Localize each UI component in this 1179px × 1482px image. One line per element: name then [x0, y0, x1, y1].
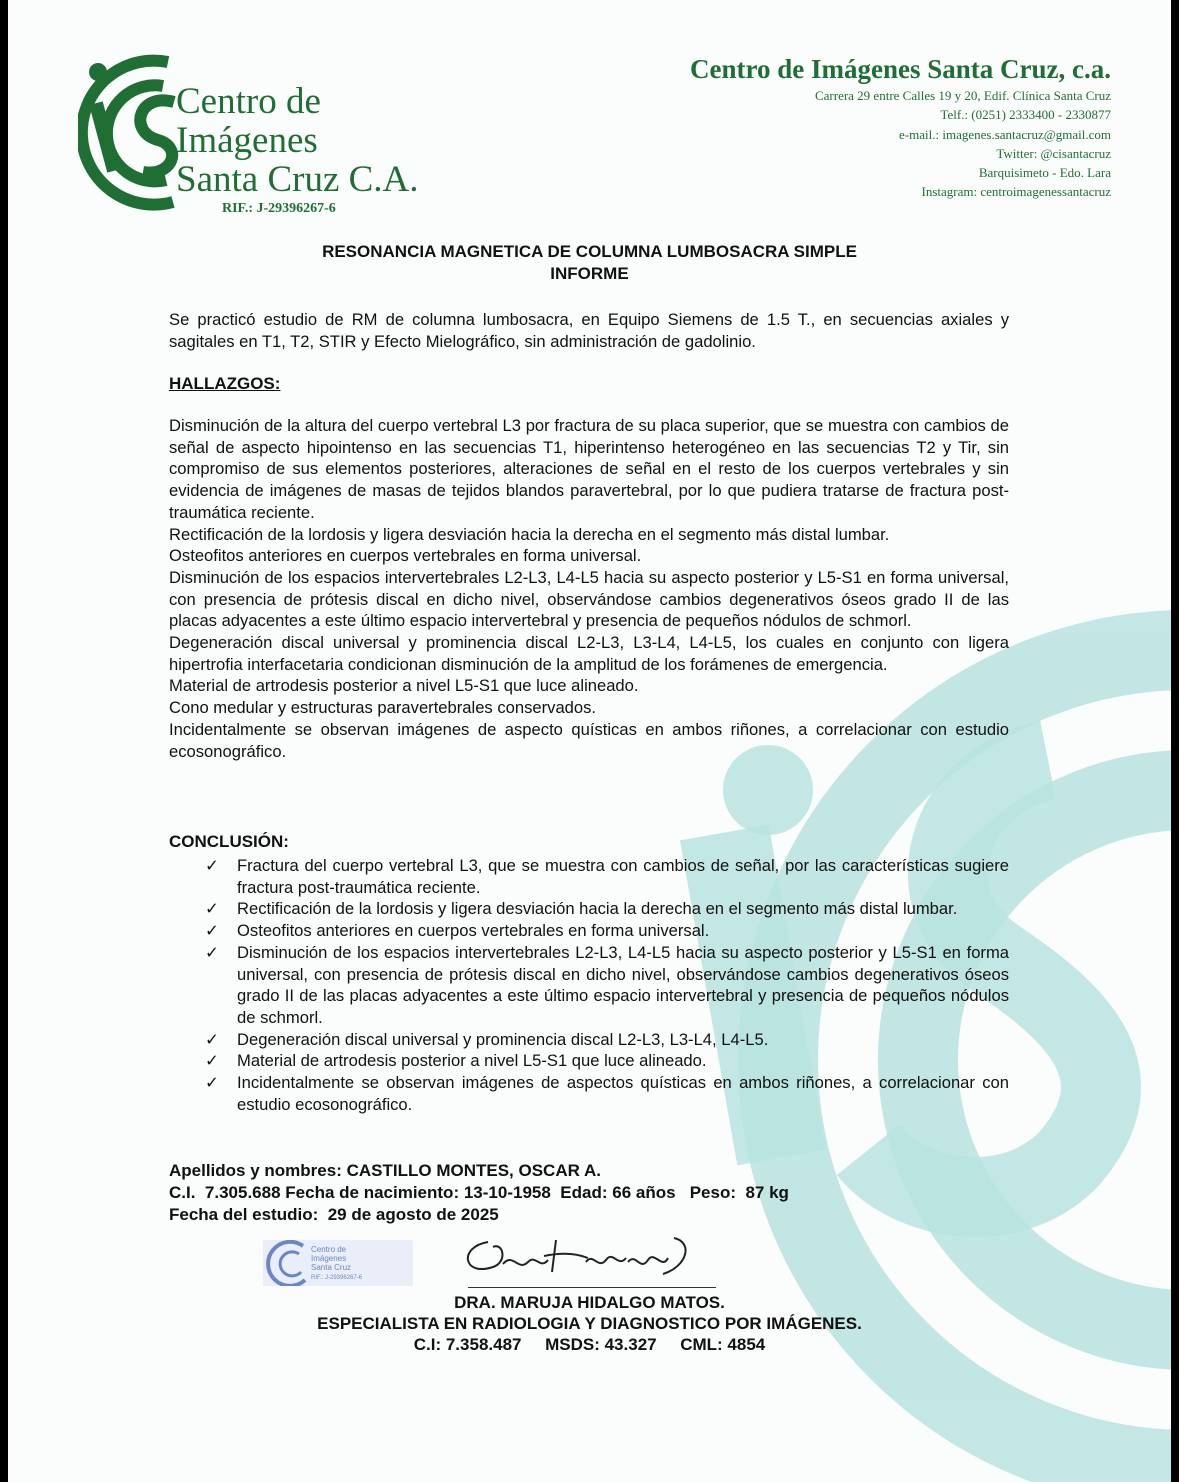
svg-text:Santa Cruz: Santa Cruz [311, 1263, 352, 1272]
finding-item: Disminución de la altura del cuerpo vertebral L3 por fractura de su placa superior, que se muestra con cambios de señal de aspecto hipointenso en las secuencias T1, hiperintenso heterogéneo en las secuencias T2 y Tir, sin compromiso de sus elementos posteriores, alteraciones de señal en el resto de los cuerpos vertebrales y sin evidencia de imágenes de masas de tejidos blandos paravertebral, por lo que pudiera tratarse de fractura post-traumática reciente. [169, 416, 1009, 522]
svg-text:RIF.: J-29396267-6: RIF.: J-29396267-6 [311, 1275, 363, 1281]
contact-block [690, 54, 1111, 202]
checkmark-icon: ✓ [205, 1073, 219, 1093]
conclusion-list [169, 855, 1009, 1115]
finding-item: Incidentalmente se observan imágenes de aspecto quísticas en ambos riñones, a correlacionar con estudio ecosonográfico. [169, 719, 1009, 761]
email-line: e-mail.: imagenes.santacruz@gmail.com [899, 126, 1111, 142]
finding-item: Degeneración discal universal y prominencia discal L2-L3, L3-L4, L4-L5, los cuales en conjunto con ligera hipertrofia interfacetaria condicionan disminución de la amplitud de los forámenes de emergencia. [169, 633, 1009, 674]
city-line: Barquisimeto - Edo. Lara [978, 165, 1111, 181]
doctor-signature [448, 1222, 708, 1292]
company-rif: RIF.: J-29396267-6 [222, 201, 336, 216]
checkmark-icon: ✓ [205, 1051, 219, 1071]
conclusion-item: ✓ Rectificación de la lordosis y ligera desviación hacia la derecha en el segmento más distal lumbar. [205, 899, 958, 919]
checkmark-icon: ✓ [205, 1029, 219, 1049]
findings-heading: HALLAZGOS: [169, 374, 281, 393]
svg-text:Imágenes: Imágenes [311, 1254, 347, 1263]
finding-item: Cono medular y estructuras paravertebrales conservados. [169, 698, 597, 718]
patient-id-line: C.I. 7.305.688 Fecha de nacimiento: 13-10-1958 Edad: 66 años Peso: 87 kg [169, 1183, 789, 1202]
conclusion-item: ✓ Incidentalmente se observan imágenes de aspectos quísticas en ambos riñones, a correlacionar con estudio ecosonográfico. [205, 1073, 1009, 1114]
finding-item: Rectificación de la lordosis y ligera desviación hacia la derecha en el segmento más distal lumbar. [169, 524, 890, 544]
logo-wordmark: Centro de Imágenes Santa Cruz C.A. [176, 81, 419, 200]
checkmark-icon: ✓ [205, 856, 219, 875]
doctor-name: DRA. MARUJA HIDALGO MATOS. [454, 1293, 725, 1312]
address-line: Carrera 29 entre Calles 19 y 20, Edif. Clínica Santa Cruz [814, 88, 1111, 103]
twitter-line: Twitter: @cisantacruz [996, 145, 1111, 161]
patient-age: 66 años [612, 1183, 676, 1202]
company-name: Centro de Imágenes Santa Cruz, c.a. [690, 54, 1111, 84]
study-date-line: Fecha del estudio: 29 de agosto de 2025 [169, 1205, 499, 1224]
doctor-credentials: C.I: 7.358.487 MSDS: 43.327 CML: 4854 [413, 1335, 766, 1354]
report-page [8, 0, 1171, 1482]
doctor-specialty: ESPECIALISTA EN RADIOLOGIA Y DIAGNOSTICO POR IMÁGENES. [317, 1314, 862, 1333]
study-date: 29 de agosto de 2025 [327, 1205, 499, 1224]
conclusion-item: ✓ Degeneración discal universal y prominencia discal L2-L3, L3-L4, L4-L5. [205, 1029, 769, 1049]
company-stamp [263, 1240, 413, 1286]
conclusion-item: ✓ Fractura del cuerpo vertebral L3, que se muestra con cambios de señal, por las características sugiere fractura post-traumática reciente. [205, 856, 1009, 897]
conclusion-heading: CONCLUSIÓN: [169, 832, 289, 851]
svg-text:Centro de: Centro de [311, 1245, 347, 1254]
patient-name: CASTILLO MONTES, OSCAR A. [346, 1161, 601, 1180]
conclusion-item: ✓ Disminución de los espacios intervertebrales L2-L3, L4-L5 hacia su aspecto posterior y L5-S1 en forma universal, con presencia de prótesis discal en dicho nivel, observándose cambios degenerativos óseos grado II de las placas adyacentes a este último espacio intervertebral y presencia de pequeños nódulos de schmorl. [205, 942, 1009, 1027]
finding-item: Material de artrodesis posterior a nivel L5-S1 que luce alineado. [169, 676, 639, 696]
phone-line: Telf.: (0251) 2333400 - 2330877 [940, 107, 1111, 123]
patient-weight: 87 kg [745, 1183, 789, 1202]
instagram-line: Instagram: centroimagenessantacruz [921, 184, 1111, 200]
conclusion-item: ✓ Osteofitos anteriores en cuerpos vertebrales en forma universal. [205, 921, 710, 941]
patient-name-line: Apellidos y nombres: CASTILLO MONTES, OSCAR A. [169, 1161, 601, 1180]
patient-info [169, 1160, 789, 1226]
checkmark-icon: ✓ [205, 899, 219, 919]
intro-paragraph: Se practicó estudio de RM de columna lumbosacra, en Equipo Siemens de 1.5 T., en secuencias axiales y sagitales en T1, T2, STIR y Efecto Mielográfico, sin administración de gadolinio. [169, 310, 1009, 351]
report-title: RESONANCIA MAGNETICA DE COLUMNA LUMBOSACRA SIMPLE [322, 242, 857, 261]
conclusion-item: ✓ Material de artrodesis posterior a nivel L5-S1 que luce alineado. [205, 1051, 707, 1071]
checkmark-icon: ✓ [205, 921, 219, 941]
company-logo-icon [78, 52, 188, 212]
checkmark-icon: ✓ [205, 942, 219, 962]
report-subtitle: INFORME [550, 264, 629, 283]
finding-item: Disminución de los espacios intervertebrales L2-L3, L4-L5 hacia su aspecto posterior y L5-S1 en forma universal, con presencia de prótesis discal en dicho nivel, observándose cambios degenerativos óseos grado II de las placas adyacentes a este último espacio intervertebral y presencia de pequeños nódulos de schmorl. [169, 567, 1009, 631]
signature-line [468, 1287, 716, 1288]
finding-item: Osteofitos anteriores en cuerpos vertebrales en forma universal. [169, 546, 642, 566]
patient-dob: 13-10-1958 [463, 1183, 551, 1202]
patient-ci: 7.305.688 [204, 1183, 281, 1202]
findings-list [169, 415, 1009, 762]
